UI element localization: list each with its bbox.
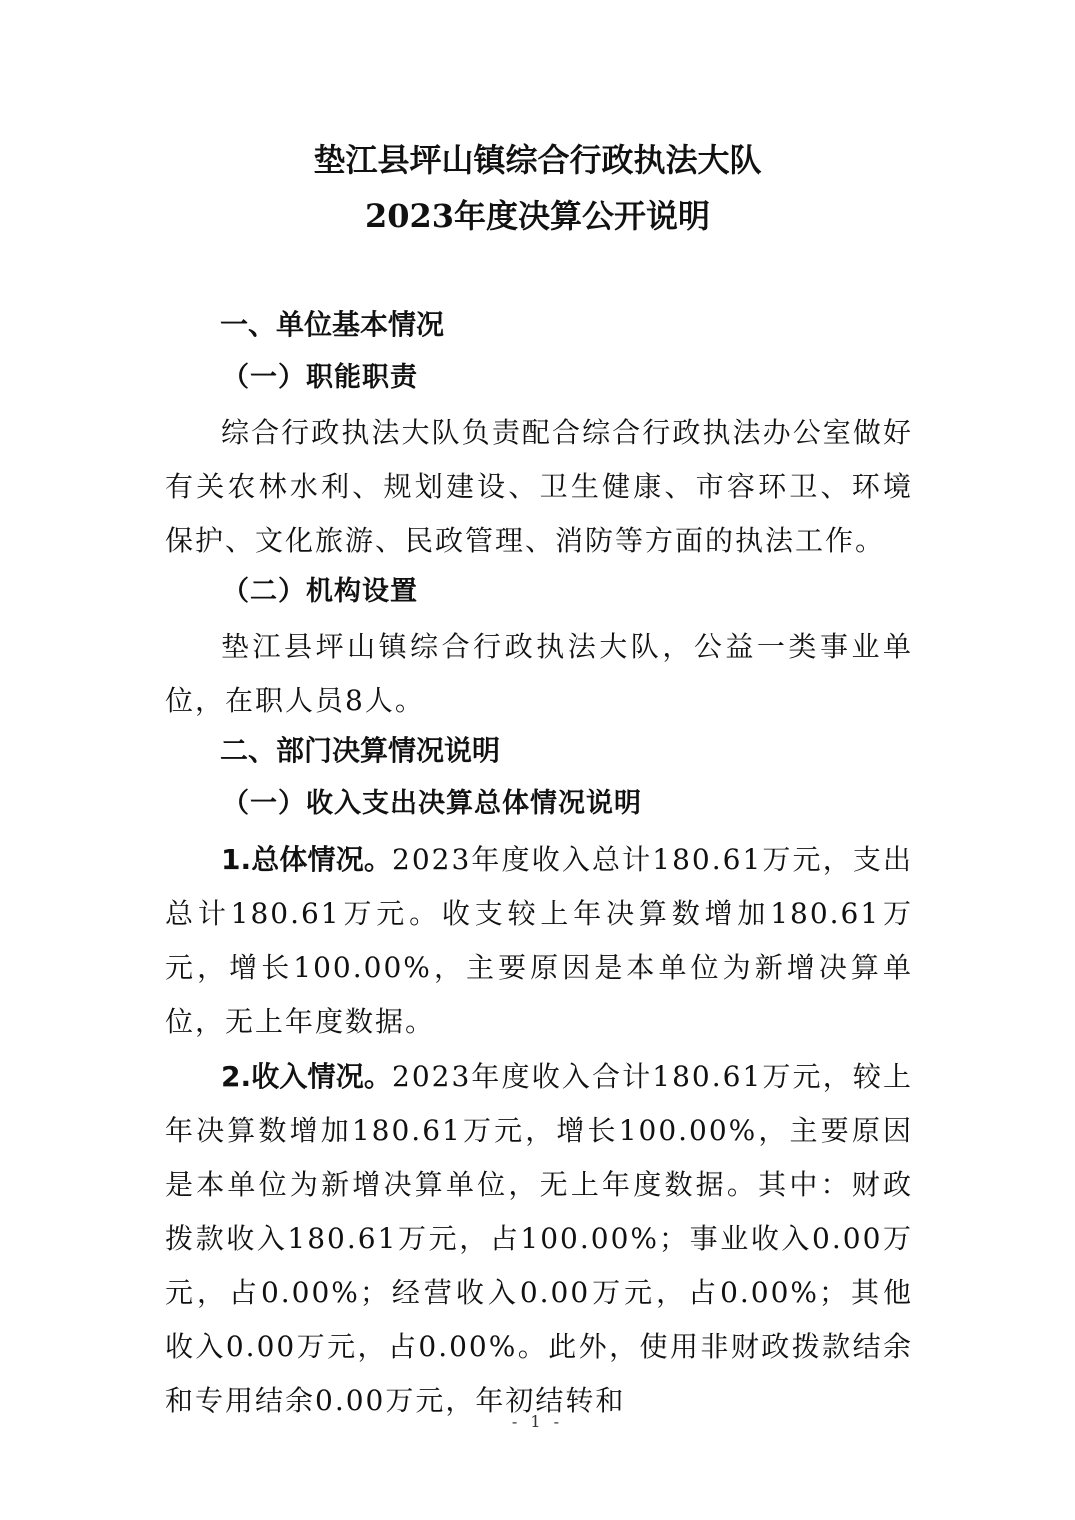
section1-heading: 一、单位基本情况 [220,308,445,341]
page-number: - 1 - [511,1412,564,1431]
section2-item1-paragraph [165,833,913,1049]
document-title-line1: 垫江县坪山镇综合行政执法大队 [313,141,762,179]
section2-item2-paragraph [165,1050,913,1428]
section1-sub1-paragraph: 综合行政执法大队负责配合综合行政执法办公室做好有关农林水利、规划建设、卫生健康、市容环卫、环境保护、文化旅游、民政管理、消防等方面的执法工作。 [165,416,913,557]
section1-sub2-paragraph: 垫江县坪山镇综合行政执法大队，公益一类事业单位，在职人员8人。 [165,630,913,717]
section1-sub1-heading: （一）职能职责 [222,362,418,393]
section1-sub2-heading: （二）机构设置 [222,576,418,607]
item1-lead: 1.总体情况。 [221,843,392,876]
section2-heading: 二、部门决算情况说明 [220,734,501,767]
item1-text: 2023年度收入总计180.61万元，支出总计180.61万元。收支较上年决算数增加180.61万元，增长100.00%，主要原因是本单位为新增决算单位，无上年度数据。 [165,843,913,1038]
item2-lead: 2.收入情况。 [221,1060,392,1093]
section2-sub1-heading: （一）收入支出决算总体情况说明 [222,788,642,819]
document-title-line2: 2023年度决算公开说明 [364,197,711,235]
item2-text: 2023年度收入合计180.61万元，较上年决算数增加180.61万元，增长100.00%，主要原因是本单位为新增决算单位，无上年度数据。其中：财政拨款收入180.61万元，占100.00%；事业收入0.00万元，占0.00%；经营收入0.00万元，占0.00%；其他收入0.00万元，占0.00%。此外，使用非财政拨款结余和专用结余0.00万元，年初结转和 [165,1060,913,1417]
